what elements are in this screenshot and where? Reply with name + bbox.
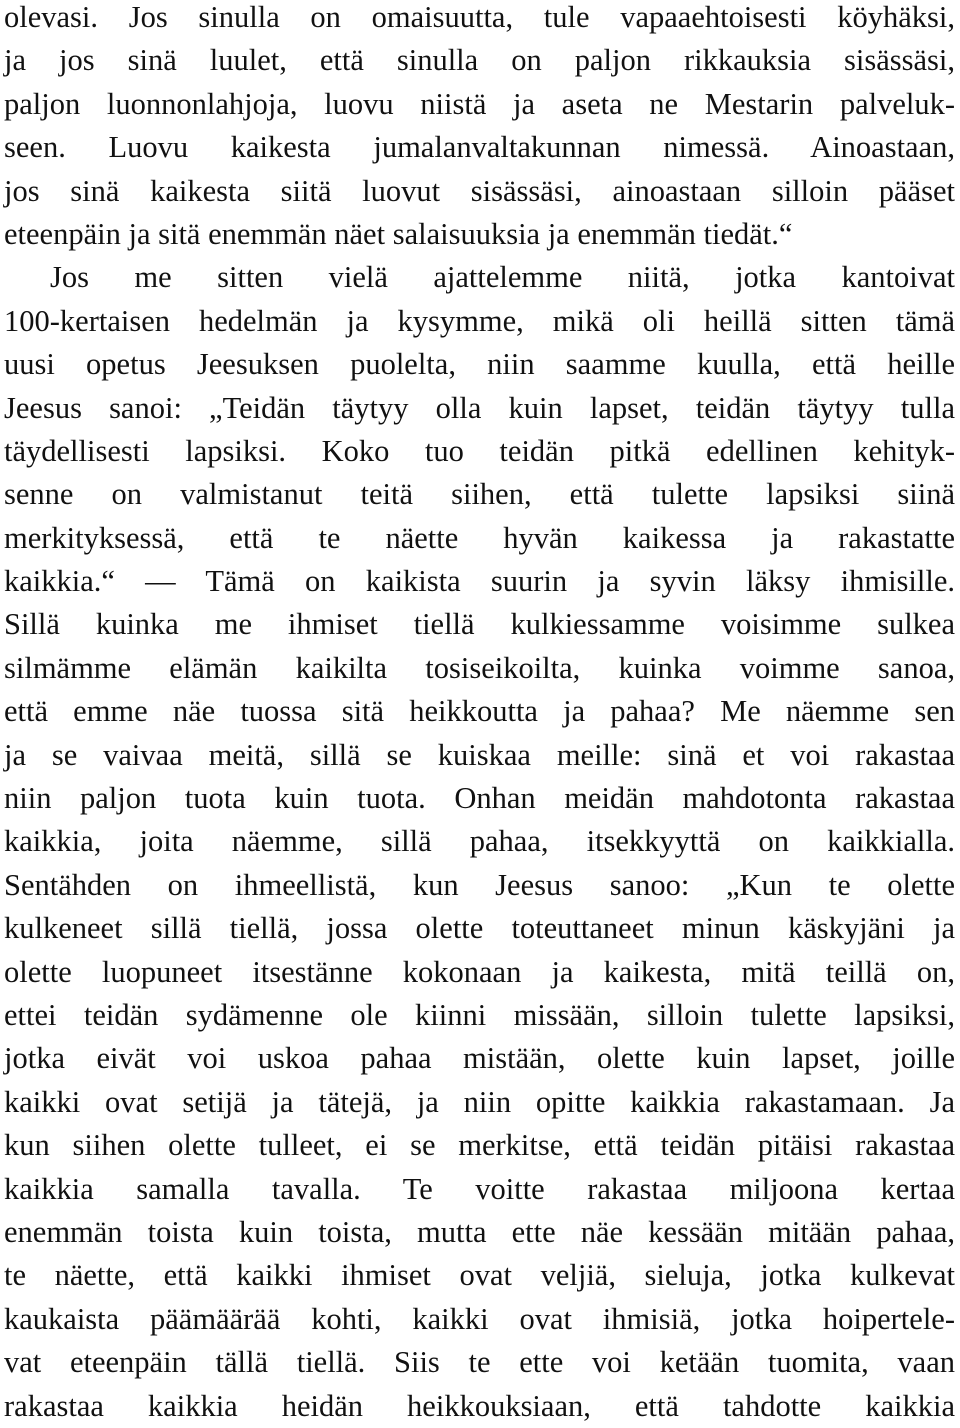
text-line: Sillä kuinka me ihmiset tiellä kulkiessamme voisimme sulkea <box>4 607 955 642</box>
text-line: seen. Luovu kaikesta jumalanvaltakunnan nimessä. Ainoastaan, <box>4 130 955 165</box>
text-line: uusi opetus Jeesuksen puolelta, niin saamme kuulla, että heille <box>4 347 955 382</box>
text-line: täydellisesti lapsiksi. Koko tuo teidän pitkä edellinen kehityk- <box>4 433 955 468</box>
document-page <box>4 0 955 1428</box>
text-line: ja se vaivaa meitä, sillä se kuiskaa meille: sinä et voi rakastaa <box>4 737 955 772</box>
text-line: kun siihen olette tulleet, ei se merkitse, että teidän pitäisi rakastaa <box>4 1128 955 1163</box>
text-line: te näette, että kaikki ihmiset ovat veljiä, sieluja, jotka kulkevat <box>4 1258 955 1293</box>
text-line: olette luopuneet itsestänne kokonaan ja kaikesta, mitä teillä on, <box>4 954 955 989</box>
text-line: kaikkia, joita näemme, sillä pahaa, itsekkyyttä on kaikkialla. <box>4 824 955 859</box>
text-line: olevasi. Jos sinulla on omaisuutta, tule vapaaehtoisesti köyhäksi, <box>4 0 955 34</box>
text-line: jos sinä kaikesta siitä luovut sisässäsi, ainoastaan silloin pääset <box>4 173 955 208</box>
text-line: ettei teidän sydämenne ole kiinni missään, silloin tulette lapsiksi, <box>4 997 955 1032</box>
text-line: kulkeneet sillä tiellä, jossa olette toteuttaneet minun käskyjäni ja <box>4 911 955 946</box>
text-line: merkityksessä, että te näette hyvän kaikessa ja rakastatte <box>4 520 955 555</box>
text-line: 100-kertaisen hedelmän ja kysymme, mikä oli heillä sitten tämä <box>4 303 955 338</box>
text-line: jotka eivät voi uskoa pahaa mistään, olette kuin lapset, joille <box>4 1041 955 1076</box>
text-line: Sentähden on ihmeellistä, kun Jeesus sanoo: „Kun te olette <box>4 867 955 902</box>
text-line: niin paljon tuota kuin tuota. Onhan meidän mahdotonta rakastaa <box>4 781 955 816</box>
text-line: kaikkia samalla tavalla. Te voitte rakastaa miljoona kertaa <box>4 1171 955 1206</box>
text-line: vat eteenpäin tällä tiellä. Siis te ette voi ketään tuomita, vaan <box>4 1345 955 1380</box>
text-line: ja jos sinä luulet, että sinulla on paljon rikkauksia sisässäsi, <box>4 43 955 78</box>
text-line: Jos me sitten vielä ajattelemme niitä, jotka kantoivat <box>50 260 955 295</box>
text-line: silmämme elämän kaikilta tosiseikoilta, kuinka voimme sanoa, <box>4 650 955 685</box>
text-line: rakastaa kaikkia heidän heikkouksiaan, että tahdotte kaikkia <box>4 1388 955 1423</box>
text-line: enemmän toista kuin toista, mutta ette näe kessään mitään pahaa, <box>4 1214 955 1249</box>
text-line: senne on valmistanut teitä siihen, että tulette lapsiksi siinä <box>4 477 955 512</box>
text-line: kaikki ovat setijä ja tätejä, ja niin opitte kaikkia rakastamaan. Ja <box>4 1084 955 1119</box>
text-line: Jeesus sanoi: „Teidän täytyy olla kuin lapset, teidän täytyy tulla <box>4 390 955 425</box>
text-line: kaikkia.“ — Tämä on kaikista suurin ja syvin läksy ihmisille. <box>4 564 955 599</box>
text-line: kaukaista päämäärää kohti, kaikki ovat ihmisiä, jotka hoipertele- <box>4 1301 955 1336</box>
text-line: että emme näe tuossa sitä heikkoutta ja pahaa? Me näemme sen <box>4 694 955 729</box>
text-line: eteenpäin ja sitä enemmän näet salaisuuksia ja enemmän tiedät.“ <box>4 216 793 251</box>
text-line: paljon luonnonlahjoja, luovu niistä ja aseta ne Mestarin palveluk- <box>4 86 955 121</box>
